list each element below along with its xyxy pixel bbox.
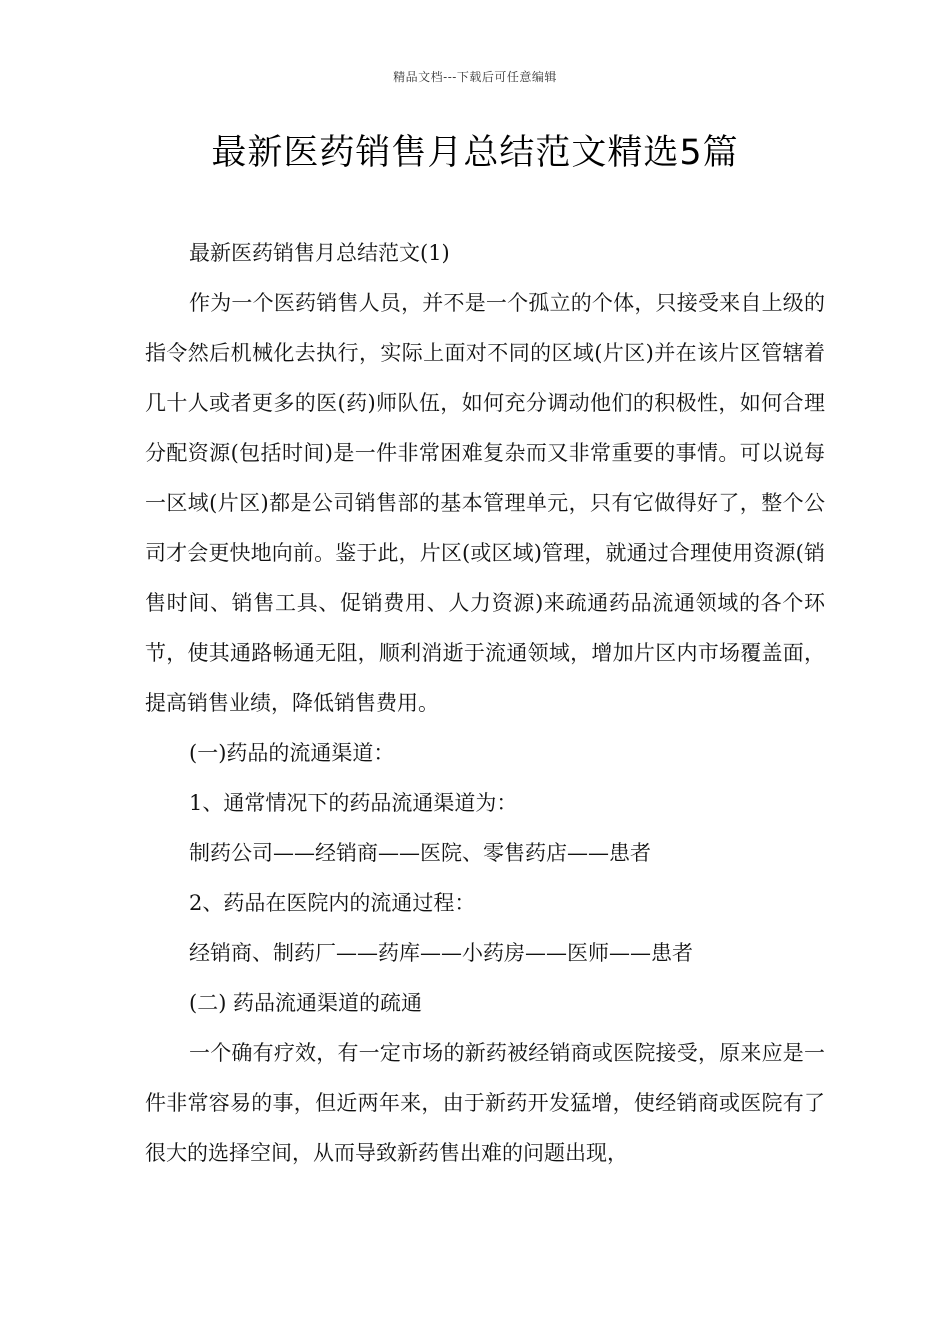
body-paragraph: 作为一个医药销售人员，并不是一个孤立的个体，只接受来自上级的指令然后机械化去执行，实际上面对不同的区域(片区)并在该片区管辖着几十人或者更多的医(药)师队伍，如何充分调动他们的积极性，如何合理分配资源(包括时间)是一件非常困难复杂而又非常重要的事情。可以说每一区域(片区)都是公司销售部的基本管理单元，只有它做得好了，整个公司才会更快地向前。鉴于此，片区(或区域)管理，就通过合理使用资源(销售时间、销售工具、促销费用、人力资源)来疏通药品流通领域的各个环节，使其通路畅通无阻，顺利消逝于流通领域，增加片区内市场覆盖面，提高销售业绩，降低销售费用。 xyxy=(145,291,825,715)
list-item-heading: 1、通常情况下的药品流通渠道为： xyxy=(189,791,518,815)
section-heading: 最新医药销售月总结范文(1) xyxy=(189,241,450,265)
list-item-heading: 2、药品在医院内的流通过程： xyxy=(189,891,476,915)
channel-flow: 制药公司——经销商——医院、零售药店——患者 xyxy=(189,841,651,865)
subsection-heading: (二) 药品流通渠道的疏通 xyxy=(189,991,423,1015)
document-body xyxy=(145,228,825,1178)
body-paragraph: 一个确有疗效，有一定市场的新药被经销商或医院接受，原来应是一件非常容易的事，但近两年来，由于新药开发猛增，使经销商或医院有了很大的选择空间，从而导致新药售出难的问题出现， xyxy=(145,1041,825,1165)
document-title: 最新医药销售月总结范文精选5篇 xyxy=(211,133,739,173)
header-note: 精品文档---下载后可任意编辑 xyxy=(393,70,557,84)
hospital-flow: 经销商、制药厂——药库——小药房——医师——患者 xyxy=(189,941,693,965)
subsection-heading: (一)药品的流通渠道： xyxy=(189,741,395,765)
